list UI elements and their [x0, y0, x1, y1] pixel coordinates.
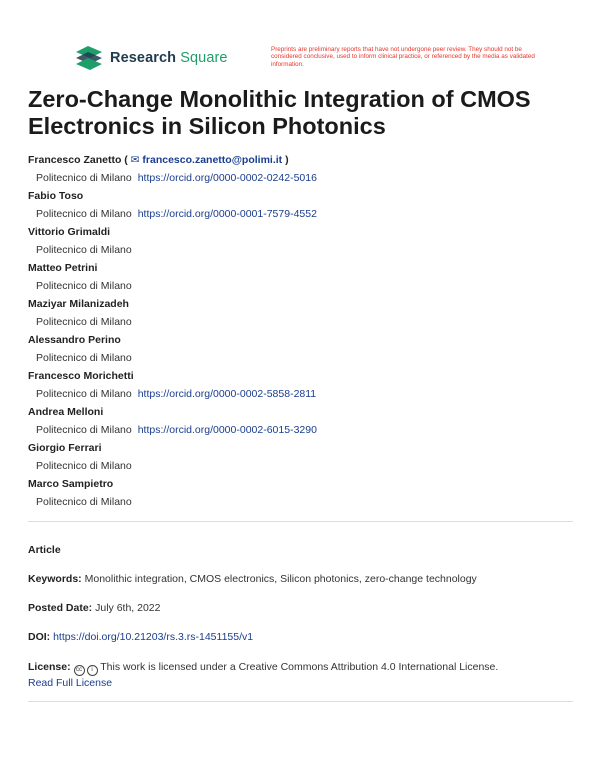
read-full-license-link[interactable]: Read Full License [28, 677, 113, 689]
author-name: Andrea Melloni [28, 406, 104, 418]
author-name: Matteo Petrini [28, 262, 98, 274]
author-entry [28, 441, 573, 477]
author-affiliation: Politecnico di Milano [36, 352, 132, 364]
divider-top [28, 521, 573, 522]
license: License: cc i This work is licensed under a Creative Commons Attribution 4.0 International License. Read Full License [28, 661, 499, 689]
email-icon: ✉ [130, 154, 143, 166]
author-name: Fabio Toso [28, 190, 84, 202]
author-name: Francesco Morichetti [28, 370, 134, 382]
research-square-logo[interactable] [74, 46, 228, 70]
keywords: Keywords: Monolithic integration, CMOS electronics, Silicon photonics, zero-change technology [28, 573, 477, 585]
author-name: Alessandro Perino [28, 334, 121, 346]
author-entry [28, 153, 573, 189]
cc-icon: cc [74, 665, 85, 676]
cc-by-icon: i [87, 665, 98, 676]
author-entry [28, 405, 573, 441]
author-affiliation: Politecnico di Milano [36, 316, 132, 328]
orcid-link[interactable]: https://orcid.org/0000-0002-5858-2811 [137, 388, 317, 400]
author-affiliation: Politecnico di Milano https://orcid.org/0000-0002-6015-3290 [36, 424, 317, 436]
author-email-link[interactable]: francesco.zanetto@polimi.it [142, 154, 283, 166]
orcid-link[interactable]: https://orcid.org/0000-0002-6015-3290 [137, 424, 317, 436]
divider-bottom [28, 701, 573, 702]
author-name: Marco Sampietro [28, 478, 114, 490]
author-entry [28, 477, 573, 513]
author-name: Francesco Zanetto ( ✉ francesco.zanetto@polimi.it ) [28, 154, 289, 166]
author-affiliation: Politecnico di Milano [36, 280, 132, 292]
author-affiliation: Politecnico di Milano [36, 496, 132, 508]
author-name: Giorgio Ferrari [28, 442, 102, 454]
author-affiliation: Politecnico di Milano https://orcid.org/0000-0002-0242-5016 [36, 172, 317, 184]
author-affiliation: Politecnico di Milano https://orcid.org/0000-0001-7579-4552 [36, 208, 317, 220]
author-affiliation: Politecnico di Milano https://orcid.org/0000-0002-5858-2811 [36, 388, 317, 400]
author-name: Maziyar Milanizadeh [28, 298, 129, 310]
preprint-disclaimer: Preprints are preliminary reports that have not undergone peer review. They should not be considered conclusive, used to inform clinical practice, or referenced by the media as validated information. [271, 46, 535, 68]
author-entry [28, 297, 573, 333]
author-entry [28, 369, 573, 405]
author-entry [28, 333, 573, 369]
article-type: Article [28, 544, 61, 556]
logo-text: Research Square [110, 50, 228, 66]
author-entry [28, 189, 573, 225]
author-list [28, 153, 573, 513]
orcid-link[interactable]: https://orcid.org/0000-0001-7579-4552 [137, 208, 317, 220]
posted-date: Posted Date: July 6th, 2022 [28, 602, 161, 614]
author-entry [28, 261, 573, 297]
doi: DOI: https://doi.org/10.21203/rs.3.rs-1451155/v1 [28, 631, 254, 643]
page-title: Zero-Change Monolithic Integration of CMOS Electronics in Silicon Photonics [28, 86, 531, 139]
author-entry [28, 225, 573, 261]
research-square-logo-icon [74, 46, 104, 70]
author-affiliation: Politecnico di Milano [36, 244, 132, 256]
orcid-link[interactable]: https://orcid.org/0000-0002-0242-5016 [137, 172, 317, 184]
author-affiliation: Politecnico di Milano [36, 460, 132, 472]
header [74, 46, 534, 76]
doi-link[interactable]: https://doi.org/10.21203/rs.3.rs-1451155/v1 [53, 631, 254, 643]
author-name: Vittorio Grimaldi [28, 226, 111, 238]
